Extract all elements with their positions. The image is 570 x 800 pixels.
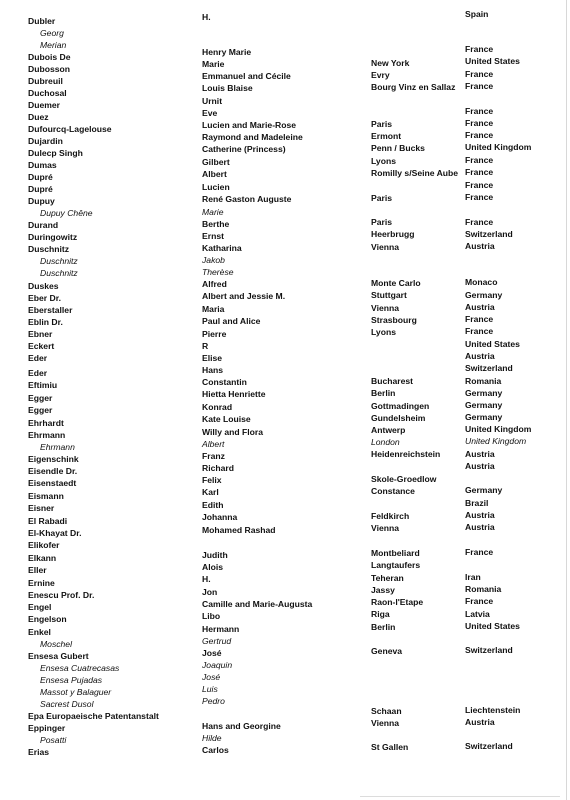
surname-entry: Dulecp Singh bbox=[28, 148, 83, 158]
surname-entry: Eblin Dr. bbox=[28, 317, 63, 327]
country-entry: France bbox=[465, 81, 494, 91]
given-name-entry: Franz bbox=[202, 451, 225, 461]
country-entry: Germany bbox=[465, 400, 503, 410]
city-entry: Heerbrugg bbox=[371, 229, 415, 239]
given-name-entry: R bbox=[202, 341, 209, 351]
surname-entry: Epa Europaeische Patentanstalt bbox=[28, 711, 159, 721]
country-entry: Romania bbox=[465, 376, 502, 386]
country-entry: United States bbox=[465, 621, 520, 631]
surname-entry: Enkel bbox=[28, 627, 51, 637]
given-name-entry: Emmanuel and Cécile bbox=[202, 71, 291, 81]
given-name-entry: Maria bbox=[202, 304, 225, 314]
city-entry: Paris bbox=[371, 217, 393, 227]
country-entry: Austria bbox=[465, 461, 495, 471]
given-name-entry: Jon bbox=[202, 587, 218, 597]
country-entry: France bbox=[465, 192, 494, 202]
surname-entry: Dubosson bbox=[28, 64, 71, 74]
country-entry: United States bbox=[465, 56, 520, 66]
city-entry: Raon-l'Etape bbox=[371, 597, 424, 607]
surname-entry: Elkann bbox=[28, 553, 57, 563]
scan-edge-right bbox=[566, 0, 567, 800]
country-entry: France bbox=[465, 130, 494, 140]
given-name-entry: Kate Louise bbox=[202, 414, 251, 424]
given-name-entry: Albert bbox=[202, 439, 225, 449]
surname-entry: Dujardin bbox=[28, 136, 63, 146]
city-entry: Penn / Bucks bbox=[371, 143, 425, 153]
given-name-entry: Mohamed Rashad bbox=[202, 525, 276, 535]
given-name-entry: Hilde bbox=[202, 733, 222, 743]
given-name-entry: Judith bbox=[202, 550, 228, 560]
surname-entry: Eismann bbox=[28, 491, 64, 501]
surname-entry: Dupré bbox=[28, 172, 53, 182]
surname-entry: Duez bbox=[28, 112, 49, 122]
given-name-entry: Hans bbox=[202, 365, 224, 375]
surname-entry: Duschnitz bbox=[40, 256, 78, 266]
given-name-entry: Pierre bbox=[202, 329, 227, 339]
surname-entry: Dufourcq-Lagelouse bbox=[28, 124, 112, 134]
country-entry: Iran bbox=[465, 572, 481, 582]
country-entry: France bbox=[465, 69, 494, 79]
surname-entry: Ernine bbox=[28, 578, 55, 588]
city-entry: Teheran bbox=[371, 573, 404, 583]
given-name-entry: Joaquin bbox=[202, 660, 233, 670]
city-entry: Stuttgart bbox=[371, 290, 407, 300]
given-name-entry: Albert bbox=[202, 169, 227, 179]
country-entry: France bbox=[465, 180, 494, 190]
given-name-entry: Marie bbox=[202, 59, 225, 69]
city-entry: Skole-Groedlow bbox=[371, 474, 437, 484]
surname-entry: Dupré bbox=[28, 184, 53, 194]
country-entry: France bbox=[465, 547, 494, 557]
surname-entry: Eppinger bbox=[28, 723, 66, 733]
given-name-entry: Hans and Georgine bbox=[202, 721, 281, 731]
city-entry: Gottmadingen bbox=[371, 401, 430, 411]
city-entry: Vienna bbox=[371, 718, 400, 728]
surname-entry: Georg bbox=[40, 28, 64, 38]
city-entry: London bbox=[371, 437, 400, 447]
country-entry: Switzerland bbox=[465, 229, 513, 239]
city-entry: Berlin bbox=[371, 622, 396, 632]
city-entry: Romilly s/Seine Aube bbox=[371, 168, 459, 178]
country-entry: Spain bbox=[465, 9, 489, 19]
surname-entry: Eftimiu bbox=[28, 380, 58, 390]
surname-entry: Ensesa Gubert bbox=[28, 651, 89, 661]
country-entry: France bbox=[465, 217, 494, 227]
country-entry: Austria bbox=[465, 302, 495, 312]
given-name-entry: H. bbox=[202, 12, 211, 22]
country-entry: Liechtenstein bbox=[465, 705, 521, 715]
surname-entry: Massot y Balaguer bbox=[40, 687, 112, 697]
city-entry: Schaan bbox=[371, 706, 402, 716]
given-name-entry: Hietta Henriette bbox=[202, 389, 266, 399]
country-entry: Austria bbox=[465, 351, 495, 361]
city-entry: New York bbox=[371, 58, 410, 68]
surname-entry: Eisner bbox=[28, 503, 55, 513]
city-entry: Bourg Vinz en Sallaz bbox=[371, 82, 456, 92]
given-name-entry: Camille and Marie-Augusta bbox=[202, 599, 313, 609]
surname-entry: Ehrmann bbox=[40, 442, 75, 452]
given-name-entry: Alfred bbox=[202, 279, 227, 289]
given-name-entry: José bbox=[202, 672, 221, 682]
given-name-entry: Paul and Alice bbox=[202, 316, 261, 326]
country-entry: United Kingdom bbox=[465, 142, 532, 152]
given-name-entry: Ernst bbox=[202, 231, 224, 241]
city-entry: St Gallen bbox=[371, 742, 409, 752]
given-name-entry: Alois bbox=[202, 562, 224, 572]
country-entry: Austria bbox=[465, 241, 495, 251]
surname-entry: Eller bbox=[28, 565, 47, 575]
country-entry: France bbox=[465, 167, 494, 177]
given-name-entry: Luis bbox=[202, 684, 218, 694]
country-entry: France bbox=[465, 155, 494, 165]
given-name-entry: Catherine (Princess) bbox=[202, 144, 286, 154]
city-entry: Vienna bbox=[371, 303, 400, 313]
surname-entry: Dupuy Chêne bbox=[40, 208, 93, 218]
surname-entry: Engel bbox=[28, 602, 52, 612]
surname-entry: Ensesa Cuatrecasas bbox=[40, 663, 120, 673]
given-name-entry: Lucien and Marie-Rose bbox=[202, 120, 297, 130]
surname-entry: Duskes bbox=[28, 281, 59, 291]
country-entry: Monaco bbox=[465, 277, 498, 287]
surname-entry: Dubreuil bbox=[28, 76, 63, 86]
given-name-entry: José bbox=[202, 648, 222, 658]
city-entry: Vienna bbox=[371, 242, 400, 252]
given-name-entry: H. bbox=[202, 574, 211, 584]
given-name-entry: Pedro bbox=[202, 696, 225, 706]
city-entry: Gundelsheim bbox=[371, 413, 426, 423]
surname-entry: Merian bbox=[40, 40, 67, 50]
surname-entry: Dupuy bbox=[28, 196, 55, 206]
surname-entry: El-Khayat Dr. bbox=[28, 528, 82, 538]
surname-entry: Duringowitz bbox=[28, 232, 78, 242]
surname-entry: Eder bbox=[28, 368, 48, 378]
given-name-entry: Karl bbox=[202, 487, 219, 497]
city-entry: Berlin bbox=[371, 388, 396, 398]
surname-entry: Sacrest Dusol bbox=[40, 699, 94, 709]
country-entry: Germany bbox=[465, 388, 503, 398]
country-entry: France bbox=[465, 314, 494, 324]
given-name-entry: Henry Marie bbox=[202, 47, 252, 57]
city-entry: Evry bbox=[371, 70, 390, 80]
given-name-entry: Lucien bbox=[202, 182, 230, 192]
country-entry: Romania bbox=[465, 584, 502, 594]
country-entry: Brazil bbox=[465, 498, 489, 508]
country-entry: Germany bbox=[465, 485, 503, 495]
country-entry: Latvia bbox=[465, 609, 490, 619]
given-name-entry: Albert and Jessie M. bbox=[202, 291, 286, 301]
city-entry: Ermont bbox=[371, 131, 402, 141]
given-name-entry: Libo bbox=[202, 611, 221, 621]
country-entry: Switzerland bbox=[465, 741, 513, 751]
country-entry: France bbox=[465, 118, 494, 128]
city-entry: Paris bbox=[371, 193, 393, 203]
city-entry: Lyons bbox=[371, 156, 396, 166]
country-entry: France bbox=[465, 44, 494, 54]
surname-entry: Eckert bbox=[28, 341, 55, 351]
surname-entry: Posatti bbox=[40, 735, 67, 745]
city-entry: Heidenreichstein bbox=[371, 449, 441, 459]
given-name-entry: Jakob bbox=[202, 255, 225, 265]
given-name-entry: Katharina bbox=[202, 243, 242, 253]
city-entry: Jassy bbox=[371, 585, 395, 595]
country-entry: Switzerland bbox=[465, 645, 513, 655]
country-entry: France bbox=[465, 596, 494, 606]
city-entry: Riga bbox=[371, 609, 390, 619]
scan-edge-bottom bbox=[360, 796, 560, 797]
given-name-entry: Johanna bbox=[202, 512, 238, 522]
given-name-entry: Elise bbox=[202, 353, 223, 363]
surname-entry: Ebner bbox=[28, 329, 53, 339]
given-name-entry: Urnit bbox=[202, 96, 223, 106]
surname-entry: Egger bbox=[28, 393, 53, 403]
surname-entry: Elikofer bbox=[28, 540, 60, 550]
city-entry: Vienna bbox=[371, 523, 400, 533]
given-name-entry: Berthe bbox=[202, 219, 230, 229]
surname-entry: Durand bbox=[28, 220, 59, 230]
surname-entry: Eber Dr. bbox=[28, 293, 61, 303]
given-name-entry: Richard bbox=[202, 463, 234, 473]
city-entry: Bucharest bbox=[371, 376, 414, 386]
given-name-entry: Gertrud bbox=[202, 636, 232, 646]
country-entry: Austria bbox=[465, 717, 495, 727]
given-name-entry: Therèse bbox=[202, 267, 234, 277]
surname-entry: Duschnitz bbox=[40, 268, 78, 278]
country-entry: Austria bbox=[465, 449, 495, 459]
given-name-entry: Carlos bbox=[202, 745, 229, 755]
surname-entry: Duchosal bbox=[28, 88, 67, 98]
surname-entry: Ehrmann bbox=[28, 430, 66, 440]
surname-entry: Moschel bbox=[40, 639, 72, 649]
given-name-entry: Konrad bbox=[202, 402, 233, 412]
surname-entry: Duschnitz bbox=[28, 244, 70, 254]
given-name-entry: Hermann bbox=[202, 624, 240, 634]
surname-entry: Eder bbox=[28, 353, 48, 363]
surname-entry: Engelson bbox=[28, 614, 67, 624]
country-entry: France bbox=[465, 106, 494, 116]
given-name-entry: René Gaston Auguste bbox=[202, 194, 292, 204]
given-name-entry: Marie bbox=[202, 207, 224, 217]
surname-entry: El Rabadi bbox=[28, 516, 68, 526]
city-entry: Strasbourg bbox=[371, 315, 417, 325]
country-entry: Austria bbox=[465, 510, 495, 520]
country-entry: Austria bbox=[465, 522, 495, 532]
city-entry: Geneva bbox=[371, 646, 403, 656]
given-name-entry: Louis Blaise bbox=[202, 83, 253, 93]
given-name-entry: Edith bbox=[202, 500, 224, 510]
city-entry: Langtaufers bbox=[371, 560, 421, 570]
surname-entry: Dumas bbox=[28, 160, 57, 170]
city-entry: Paris bbox=[371, 119, 393, 129]
surname-entry: Dubler bbox=[28, 16, 56, 26]
city-entry: Lyons bbox=[371, 327, 396, 337]
country-entry: United States bbox=[465, 339, 520, 349]
surname-entry: Enescu Prof. Dr. bbox=[28, 590, 95, 600]
surname-entry: Eigenschink bbox=[28, 454, 79, 464]
given-name-entry: Raymond and Madeleine bbox=[202, 132, 303, 142]
surname-entry: Eisendle Dr. bbox=[28, 466, 78, 476]
country-entry: Germany bbox=[465, 412, 503, 422]
surname-entry: Eberstaller bbox=[28, 305, 73, 315]
given-name-entry: Constantin bbox=[202, 377, 247, 387]
given-name-entry: Willy and Flora bbox=[202, 427, 264, 437]
country-entry: France bbox=[465, 326, 494, 336]
country-entry: United Kingdom bbox=[465, 436, 527, 446]
city-entry: Monte Carlo bbox=[371, 278, 421, 288]
country-entry: Switzerland bbox=[465, 363, 513, 373]
city-entry: Constance bbox=[371, 486, 415, 496]
surname-entry: Erias bbox=[28, 747, 50, 757]
city-entry: Antwerp bbox=[371, 425, 406, 435]
city-entry: Montbeliard bbox=[371, 548, 420, 558]
city-entry: Feldkirch bbox=[371, 511, 410, 521]
surname-entry: Dubois De bbox=[28, 52, 71, 62]
country-entry: Germany bbox=[465, 290, 503, 300]
given-name-entry: Gilbert bbox=[202, 157, 230, 167]
country-entry: United Kingdom bbox=[465, 424, 532, 434]
given-name-entry: Felix bbox=[202, 475, 222, 485]
surname-entry: Egger bbox=[28, 405, 53, 415]
surname-entry: Eisenstaedt bbox=[28, 478, 77, 488]
surname-entry: Ensesa Pujadas bbox=[40, 675, 103, 685]
surname-entry: Duemer bbox=[28, 100, 60, 110]
given-name-entry: Eve bbox=[202, 108, 218, 118]
surname-entry: Ehrhardt bbox=[28, 418, 64, 428]
